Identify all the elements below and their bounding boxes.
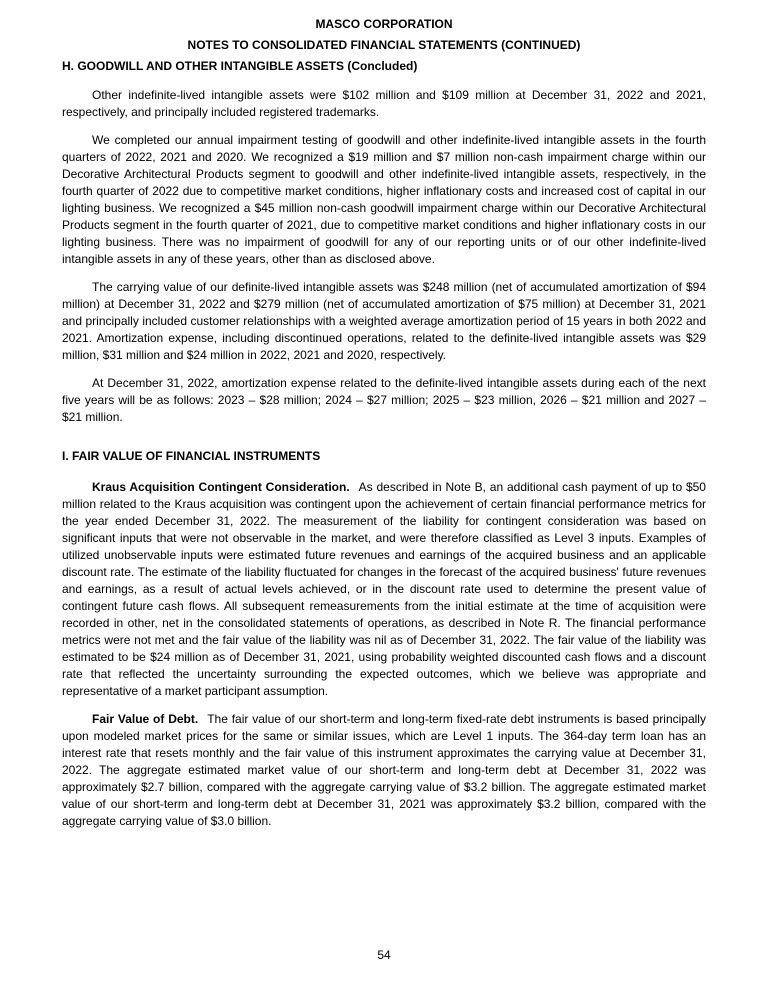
paragraph-definite-lived-carrying-value: The carrying value of our definite-lived intangible assets was $248 million (net of accumulated amortization of $94 million) at December 31, 2022 and $279 million (net of accumulated amortization of $75 million) at December 31, 2021 and principally included customer relationships with a weighted average amortization period of 15 years in both 2022 and 2021. Amortization expense, including discontinued operations, related to the definite-lived intangible assets was $29 million, $31 million and $24 million in 2022, 2021 and 2020, respectively. xyxy=(62,280,706,362)
section-h-heading: H. GOODWILL AND OTHER INTANGIBLE ASSETS (Concluded) xyxy=(62,59,418,73)
fair-value-debt-lead-in: Fair Value of Debt. xyxy=(92,712,199,726)
fair-value-debt-body-text: The fair value of our short-term and long-term fixed-rate debt instruments is based principally upon modeled market prices for the same or similar issues, which are Level 1 inputs. The 364-day term loan has an interest rate that resets monthly and the fair value of this instrument approximates the carrying value at December 31, 2022. The aggregate estimated market value of our short-term and long-term debt at December 31, 2022 was approximately $2.7 billion, compared with the aggregate carrying value of $3.2 billion. The aggregate estimated market value of our short-term and long-term debt at December 31, 2021 was approximately $3.2 billion, compared with the aggregate carrying value of $3.0 billion. xyxy=(62,712,706,828)
paragraph-impairment-testing: We completed our annual impairment testing of goodwill and other indefinite-lived intangible assets in the fourth quarters of 2022, 2021 and 2020. We recognized a $19 million and $7 million non-cash impairment charge within our Decorative Architectural Products segment to goodwill and other indefinite-lived intangible assets, respectively, in the fourth quarter of 2022 due to competitive market conditions, higher inflationary costs and increased cost of capital in our lighting business. We recognized a $45 million non-cash goodwill impairment charge within our Decorative Architectural Products segment in the fourth quarter of 2021, due to competitive market conditions and higher inflationary costs in our lighting business. There was no impairment of goodwill for any of our reporting units or of our other indefinite-lived intangible assets in any of these years, other than as disclosed above. xyxy=(62,133,706,266)
paragraph-indefinite-lived-assets: Other indefinite-lived intangible assets were $102 million and $109 million at December 31, 2022 and 2021, respectively, and principally included registered trademarks. xyxy=(62,88,706,119)
paragraph-fair-value-of-debt xyxy=(62,711,706,830)
paragraph-kraus-contingent-consideration xyxy=(62,479,706,700)
document-subtitle: NOTES TO CONSOLIDATED FINANCIAL STATEMENTS (CONTINUED) xyxy=(187,38,581,52)
paragraph-amortization-schedule: At December 31, 2022, amortization expense related to the definite-lived intangible assets during each of the next five years will be as follows: 2023 – $28 million; 2024 – $27 million; 2025 – $23 million, 2026 – $21 million and 2027 – $21 million. xyxy=(62,376,706,424)
kraus-body-text: As described in Note B, an additional cash payment of up to $50 million related to the Kraus acquisition was contingent upon the achievement of certain financial performance metrics for the year ended December 31, 2022. The measurement of the liability for contingent consideration was based on significant inputs that were not observable in the market, and were therefore classified as Level 3 inputs. Examples of utilized unobservable inputs were estimated future revenues and earnings of the acquired business and an applicable discount rate. The estimate of the liability fluctuated for changes in the forecast of the acquired business' future revenues and earnings, as a result of actual levels achieved, or in the discount rate used to determine the present value of contingent future cash flows. All subsequent remeasurements from the initial estimate at the time of acquisition were recorded in other, net in the consolidated statements of operations, as described in Note R. The financial performance metrics were not met and the fair value of the liability was nil as of December 31, 2022. The fair value of the liability was estimated to be $24 million as of December 31, 2021, using probability weighted discounted cash flows and a discount rate that reflected the uncertainty surrounding the expected outcomes, which we believe was appropriate and representative of a market participant assumption. xyxy=(62,480,706,698)
page-number: 54 xyxy=(377,948,391,962)
company-title: MASCO CORPORATION xyxy=(315,17,453,31)
section-i-heading: I. FAIR VALUE OF FINANCIAL INSTRUMENTS xyxy=(62,449,321,463)
kraus-lead-in: Kraus Acquisition Contingent Consideration. xyxy=(92,480,350,494)
